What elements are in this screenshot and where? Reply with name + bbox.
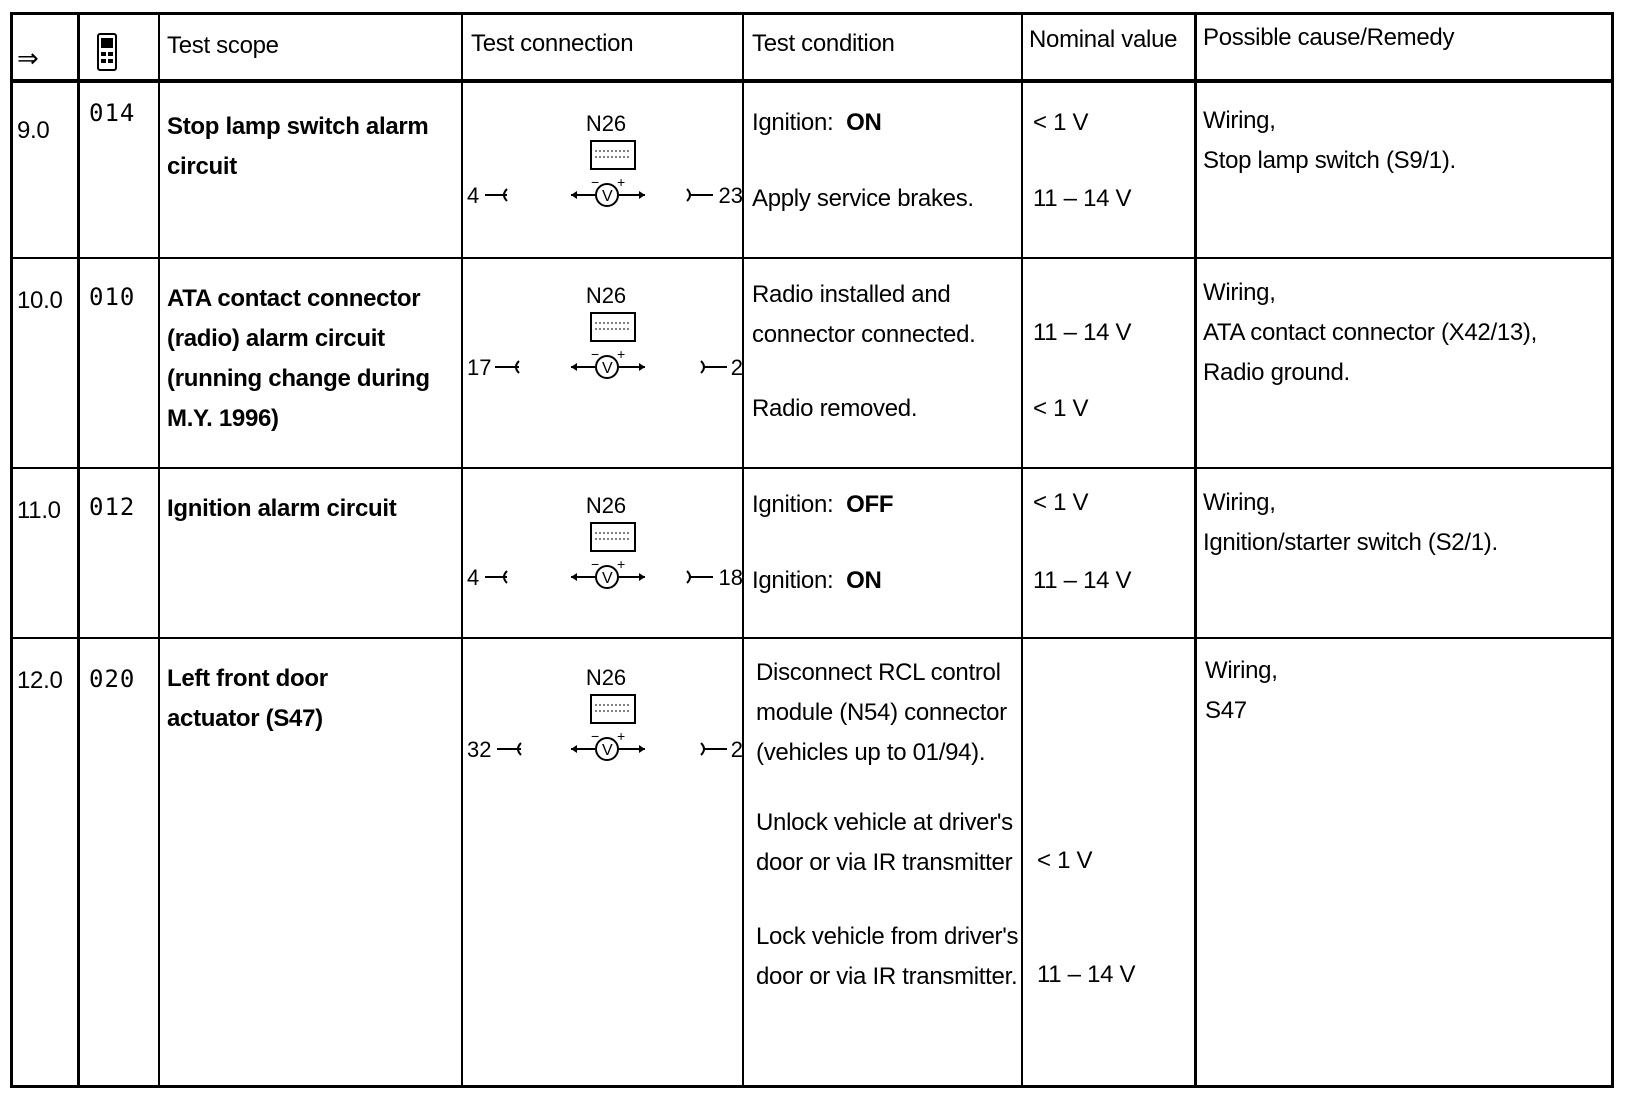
- row-divider: [13, 637, 1611, 639]
- nominal-value: 11 – 14 V: [1033, 185, 1132, 212]
- header-test-condition: Test condition: [752, 30, 895, 57]
- handheld-tester-icon: [95, 33, 119, 84]
- test-connection-diagram: [465, 493, 747, 613]
- nominal-value: 11 – 14 V: [1033, 319, 1132, 346]
- module-label: N26: [585, 665, 627, 690]
- test-condition: Ignition: ON: [752, 109, 882, 136]
- header-nominal-value: Nominal value: [1029, 26, 1178, 53]
- tester-code: 010: [89, 283, 136, 311]
- pin-left: 4: [467, 565, 480, 590]
- module-label: N26: [585, 493, 627, 518]
- test-condition: Ignition: OFF: [752, 491, 894, 518]
- voltmeter-connection-icon: [465, 493, 747, 613]
- pin-right: 23: [718, 183, 743, 208]
- header-bottom-rule: [13, 79, 1611, 83]
- possible-cause: Wiring, Ignition/starter switch (S2/1).: [1203, 489, 1498, 556]
- tester-code: 012: [89, 493, 136, 521]
- pin-right: 18: [718, 565, 743, 590]
- svg-text:V: V: [602, 742, 613, 759]
- column-divider: [77, 15, 80, 1085]
- header-test-connection: Test connection: [471, 30, 634, 57]
- svg-text:+: +: [617, 346, 626, 362]
- pin-right: 2: [730, 737, 743, 762]
- svg-text:V: V: [602, 570, 613, 587]
- test-connection-diagram: [465, 111, 747, 231]
- nominal-value: < 1 V: [1033, 395, 1089, 422]
- tester-code: 014: [89, 99, 136, 127]
- nominal-value: 11 – 14 V: [1037, 961, 1136, 988]
- nominal-value: < 1 V: [1037, 847, 1093, 874]
- svg-text:V: V: [602, 188, 613, 205]
- header-possible-cause: Possible cause/Remedy: [1203, 24, 1455, 51]
- module-label: N26: [585, 111, 627, 136]
- test-scope: Stop lamp switch alarm circuit: [167, 113, 429, 180]
- voltmeter-connection-icon: [465, 111, 747, 231]
- svg-text:+: +: [617, 174, 626, 190]
- test-scope: ATA contact connector (radio) alarm circuit (running change during M.Y. 1996): [167, 285, 430, 432]
- possible-cause: Wiring, ATA contact connector (X42/13), Radio ground.: [1203, 279, 1537, 386]
- pin-left: 4: [467, 183, 480, 208]
- test-connection-diagram: [465, 665, 747, 785]
- column-divider: [1021, 15, 1023, 1085]
- column-divider: [1194, 15, 1197, 1085]
- header-arrow: ⇒: [17, 43, 39, 73]
- step-number: 9.0: [17, 117, 50, 144]
- test-condition: Disconnect RCL control module (N54) connector (vehicles up to 01/94).: [756, 659, 1007, 766]
- pin-left: 32: [467, 737, 492, 762]
- nominal-value: < 1 V: [1033, 109, 1089, 136]
- nominal-value: 11 – 14 V: [1033, 567, 1132, 594]
- pin-right: 2: [730, 355, 743, 380]
- possible-cause: Wiring, S47: [1205, 657, 1278, 724]
- voltmeter-connection-icon: [465, 665, 747, 785]
- test-condition: Radio removed.: [752, 395, 918, 422]
- column-divider: [158, 15, 160, 1085]
- svg-text:+: +: [617, 556, 626, 572]
- test-condition: Unlock vehicle at driver's door or via IR transmitter: [756, 809, 1013, 876]
- step-number: 12.0: [17, 667, 63, 694]
- svg-text:V: V: [602, 360, 613, 377]
- column-divider: [461, 15, 463, 1085]
- possible-cause: Wiring, Stop lamp switch (S9/1).: [1203, 107, 1456, 174]
- row-divider: [13, 467, 1611, 469]
- step-number: 11.0: [17, 497, 61, 524]
- test-condition: Apply service brakes.: [752, 185, 974, 212]
- svg-text:−: −: [591, 174, 600, 190]
- tester-code: 020: [89, 665, 136, 693]
- test-condition: Radio installed and connector connected.: [752, 281, 976, 348]
- test-connection-diagram: [465, 283, 747, 403]
- test-condition: Lock vehicle from driver's door or via IR transmitter.: [756, 923, 1019, 990]
- pin-left: 17: [467, 355, 492, 380]
- module-label: N26: [585, 283, 627, 308]
- diagnostic-test-table: [10, 12, 1614, 1088]
- step-number: 10.0: [17, 287, 63, 314]
- svg-text:−: −: [591, 556, 600, 572]
- svg-text:−: −: [591, 728, 600, 744]
- header-test-scope: Test scope: [167, 32, 279, 59]
- svg-text:−: −: [591, 346, 600, 362]
- test-scope: Left front door actuator (S47): [167, 665, 328, 732]
- voltmeter-connection-icon: [465, 283, 747, 403]
- test-scope: Ignition alarm circuit: [167, 495, 397, 522]
- nominal-value: < 1 V: [1033, 489, 1089, 516]
- test-condition: Ignition: ON: [752, 567, 882, 594]
- row-divider: [13, 257, 1611, 259]
- svg-text:+: +: [617, 728, 626, 744]
